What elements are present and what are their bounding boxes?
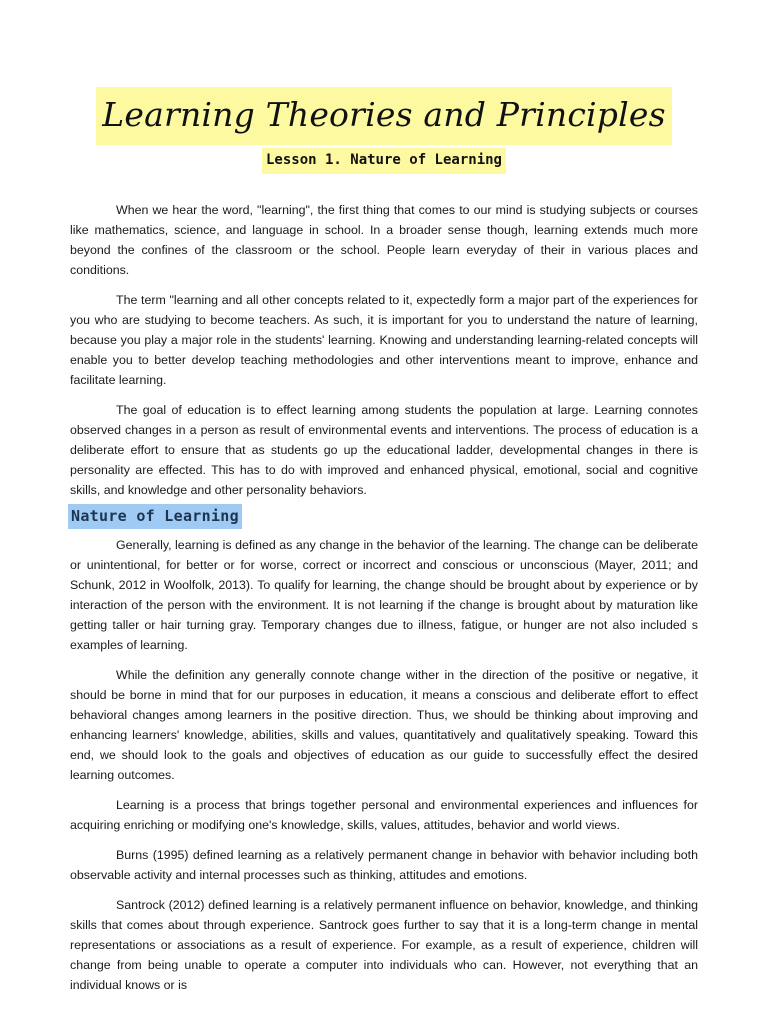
subtitle-container [0, 148, 768, 174]
section-heading: Nature of Learning [68, 504, 242, 529]
intro-paragraph: The term "learning and all other concepts related to it, expectedly form a major part of the experiences for you who are studying to become teachers. As such, it is important for you to understand the nature of learning, because you play a major role in the students' learning. Knowing and understanding learning-related concepts will enable you to better develop teaching methodologies and other interventions meant to improve, enhance and facilitate learning. [70, 293, 698, 387]
lesson-subtitle: Lesson 1. Nature of Learning [262, 148, 506, 174]
section-paragraph: Generally, learning is defined as any change in the behavior of the learning. The change can be deliberate or unintentional, for better or for worse, correct or incorrect and conscious or unconscious (Mayer, 2011; and Schunk, 2012 in Woolfolk, 2013). To qualify for learning, the change should be brought about by experience or by interaction of the person with the environment. It is not learning if the change is brought about by maturation like getting taller or hair turning gray. Temporary changes due to illness, fatigue, or hunger are not also included s examples of learning. [70, 538, 698, 652]
section-paragraph: Learning is a process that brings together personal and environmental experiences and influences for acquiring enriching or modifying one's knowledge, skills, values, attitudes, behavior and world views. [70, 798, 698, 832]
section-paragraph: Burns (1995) defined learning as a relatively permanent change in behavior with behavior including both observable activity and internal processes such as thinking, attitudes and emotions. [70, 848, 698, 882]
nature-section [70, 535, 698, 1005]
section-paragraph: While the definition any generally connote change wither in the direction of the positive or negative, it should be borne in mind that for our purposes in education, it means a conscious and deliberate effort to effect behavioral changes among learners in the positive direction. Thus, we should be thinking about improving and enhancing learners' knowledge, abilities, skills and values, quantitatively and qualitatively speaking. Toward this end, we should look to the goals and objectives of education as our guide to successfully effect the desired learning outcomes. [70, 668, 698, 782]
document-title: Learning Theories and Principles [96, 87, 671, 145]
section-paragraph: Santrock (2012) defined learning is a relatively permanent influence on behavior, knowledge, and thinking skills that comes about through experience. Santrock goes further to say that it is a long-term change in mental representations or associations as a result of experience. For example, as a result of experience, children will change from being unable to operate a computer into individuals who can. However, not everything that an individual knows or is [70, 898, 698, 992]
intro-section [70, 200, 698, 510]
title-container [0, 87, 768, 145]
intro-paragraph: When we hear the word, "learning", the first thing that comes to our mind is studying subjects or courses like mathematics, science, and language in school. In a broader sense though, learning extends much more beyond the confines of the classroom or the school. People learn everyday of their in various places and conditions. [70, 203, 698, 277]
intro-paragraph: The goal of education is to effect learning among students the population at large. Learning connotes observed changes in a person as result of environmental events and interventions. The process of education is a deliberate effort to ensure that as students go up the educational ladder, developmental changes in there is personality are effected. This has to do with improved and enhanced physical, emotional, social and cognitive skills, and knowledge and other personality behaviors. [70, 403, 698, 497]
